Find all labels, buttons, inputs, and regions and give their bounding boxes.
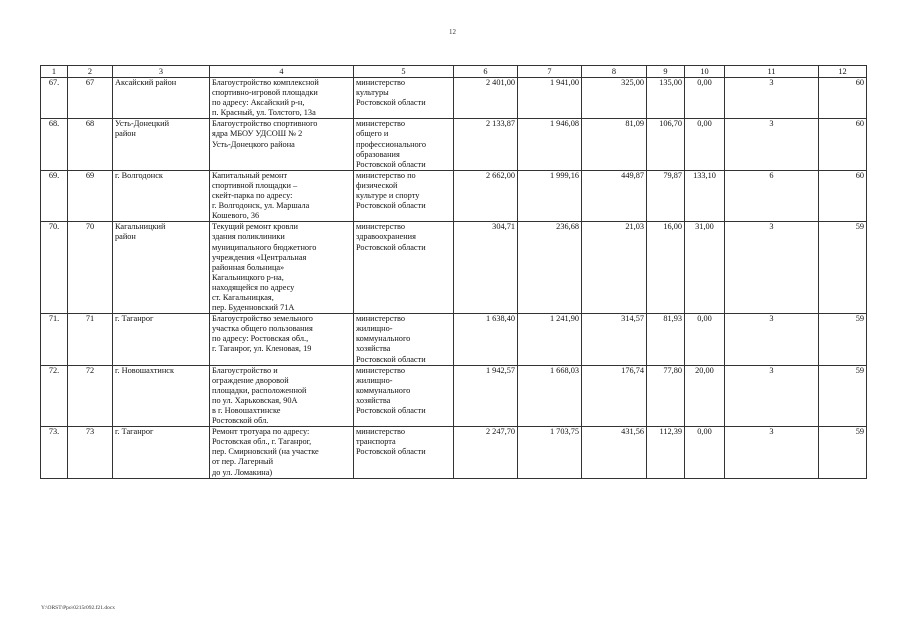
cell-line: по адресу: Ростовская обл., — [212, 334, 309, 344]
score-col11-cell: 6 — [725, 170, 819, 221]
table-row — [41, 427, 867, 478]
amount-regional-cell: 1 668,03 — [518, 365, 582, 427]
cell-line: хозяйства — [356, 395, 391, 405]
ministry-cell — [354, 119, 454, 170]
cell-line: хозяйства — [356, 344, 391, 354]
score-col12-cell: 60 — [819, 170, 867, 221]
data-table — [40, 65, 867, 479]
cell-line: жилищно- — [356, 375, 393, 385]
score-col11-cell: 3 — [725, 78, 819, 119]
cell-line: от пер. Лагерный — [212, 457, 274, 467]
table-row — [41, 119, 867, 170]
header-cell: 9 — [647, 66, 685, 78]
cell-line: ограждение дворовой — [212, 375, 289, 385]
header-row — [41, 66, 867, 78]
cell-line: районная больница» — [212, 262, 285, 272]
description-cell — [210, 170, 354, 221]
header-cell: 6 — [454, 66, 518, 78]
cell-line: культуры — [356, 88, 389, 98]
cell-line: Благоустройство комплексной — [212, 78, 319, 87]
cell-line: спортивно-игровой площадки — [212, 88, 318, 98]
cell-line: Благоустройство спортивного — [212, 119, 318, 129]
table-row — [41, 78, 867, 119]
description-cell — [210, 314, 354, 365]
amount-col9-cell: 77,80 — [647, 365, 685, 427]
cell-line: министерство — [356, 365, 406, 375]
score-col11-cell: 3 — [725, 365, 819, 427]
cell-line: муниципального бюджетного — [212, 242, 317, 252]
cell-line: физической — [356, 180, 398, 190]
header-cell: 4 — [210, 66, 354, 78]
cell-line: Кошевого, 36 — [212, 211, 260, 221]
object-number-cell: 71 — [68, 314, 113, 365]
amount-local-cell: 449,87 — [582, 170, 647, 221]
score-col11-cell: 3 — [725, 119, 819, 170]
cell-line: по ул. Харьковская, 90А — [212, 395, 298, 405]
cell-line: коммунального — [356, 334, 411, 344]
amount-local-cell: 176,74 — [582, 365, 647, 427]
amount-total-cell: 2 401,00 — [454, 78, 518, 119]
amount-total-cell: 2 133,87 — [454, 119, 518, 170]
cell-line: Ростовской области — [356, 159, 426, 169]
cell-line: Ростовской обл. — [212, 416, 269, 426]
cell-line: Ростовской области — [356, 406, 426, 415]
amount-col9-cell: 79,87 — [647, 170, 685, 221]
table-row — [41, 170, 867, 221]
amount-col9-cell: 106,70 — [647, 119, 685, 170]
cell-line: спортивной площадки – — [212, 180, 298, 190]
score-col11-cell: 3 — [725, 427, 819, 478]
amount-col10-cell: 133,10 — [685, 170, 725, 221]
cell-line: Текущий ремонт кровли — [212, 222, 298, 232]
amount-total-cell: 2 247,70 — [454, 427, 518, 478]
score-col12-cell: 59 — [819, 314, 867, 365]
cell-line: министерство — [356, 314, 406, 324]
amount-col9-cell: 16,00 — [647, 222, 685, 314]
amount-col9-cell: 81,93 — [647, 314, 685, 365]
row-number-cell: 72. — [41, 365, 68, 427]
row-number-cell: 68. — [41, 119, 68, 170]
footer-file-path: Y:\ORST\Ppo\0215r092.f21.docx — [41, 605, 116, 611]
amount-col10-cell: 0,00 — [685, 427, 725, 478]
score-col12-cell: 59 — [819, 222, 867, 314]
cell-line: образования — [356, 149, 400, 159]
object-number-cell: 67 — [68, 78, 113, 119]
cell-line: Ремонт тротуара по адресу: — [212, 427, 310, 437]
ministry-cell — [354, 78, 454, 119]
object-number-cell: 72 — [68, 365, 113, 427]
cell-line: Благоустройство и — [212, 365, 278, 375]
district-cell: г. Таганрог — [113, 427, 210, 478]
ministry-cell — [354, 427, 454, 478]
amount-regional-cell: 236,68 — [518, 222, 582, 314]
cell-line: транспорта — [356, 437, 396, 447]
cell-line: ст. Кагальницкая, — [212, 292, 274, 302]
cell-line: Капитальный ремонт — [212, 170, 288, 180]
description-cell — [210, 78, 354, 119]
table-row — [41, 365, 867, 427]
row-number-cell: 67. — [41, 78, 68, 119]
cell-line: до ул. Ломакина) — [212, 467, 273, 477]
header-cell: 12 — [819, 66, 867, 78]
table-row — [41, 222, 867, 314]
amount-regional-cell: 1 941,00 — [518, 78, 582, 119]
cell-line: Ростовская обл., г. Таганрог, — [212, 437, 312, 447]
amount-regional-cell: 1 241,90 — [518, 314, 582, 365]
cell-line: пер. Смирновский (на участке — [212, 447, 319, 457]
amount-col9-cell: 112,39 — [647, 427, 685, 478]
cell-line: здравоохранения — [356, 232, 416, 242]
cell-line: п. Красный, ул. Толстого, 13а — [212, 108, 316, 118]
row-number-cell: 71. — [41, 314, 68, 365]
ministry-cell — [354, 222, 454, 314]
score-col12-cell: 60 — [819, 119, 867, 170]
cell-line: здания поликлиники — [212, 232, 285, 242]
cell-line: Усть-Донецкого района — [212, 139, 295, 149]
cell-line: находящейся по адресу — [212, 282, 295, 292]
amount-col10-cell: 0,00 — [685, 78, 725, 119]
cell-line: ядра МБОУ УДСОШ № 2 — [212, 129, 303, 139]
header-cell: 10 — [685, 66, 725, 78]
header-cell: 5 — [354, 66, 454, 78]
object-number-cell: 69 — [68, 170, 113, 221]
description-cell — [210, 119, 354, 170]
description-cell — [210, 427, 354, 478]
amount-total-cell: 304,71 — [454, 222, 518, 314]
row-number-cell: 69. — [41, 170, 68, 221]
object-number-cell: 68 — [68, 119, 113, 170]
header-cell: 1 — [41, 66, 68, 78]
score-col12-cell: 60 — [819, 78, 867, 119]
cell-line: Ростовской области — [356, 201, 426, 211]
ministry-cell — [354, 365, 454, 427]
cell-line: профессионального — [356, 139, 427, 149]
amount-col10-cell: 31,00 — [685, 222, 725, 314]
object-number-cell: 70 — [68, 222, 113, 314]
amount-total-cell: 1 638,40 — [454, 314, 518, 365]
score-col11-cell: 3 — [725, 314, 819, 365]
cell-line: Ростовской области — [356, 98, 426, 108]
header-cell: 8 — [582, 66, 647, 78]
description-cell — [210, 222, 354, 314]
district-cell: г. Волгодонск — [113, 170, 210, 221]
amount-col10-cell: 0,00 — [685, 314, 725, 365]
cell-line: Ростовской области — [356, 354, 426, 364]
header-cell: 3 — [113, 66, 210, 78]
score-col12-cell: 59 — [819, 427, 867, 478]
amount-local-cell: 81,09 — [582, 119, 647, 170]
cell-line: министерство — [356, 119, 406, 129]
cell-line: министерство — [356, 427, 406, 437]
score-col12-cell: 59 — [819, 365, 867, 427]
cell-line: Благоустройство земельного — [212, 314, 313, 324]
cell-line: министерство — [356, 78, 406, 87]
amount-col9-cell: 135,00 — [647, 78, 685, 119]
amount-regional-cell: 1 999,16 — [518, 170, 582, 221]
amount-total-cell: 2 662,00 — [454, 170, 518, 221]
score-col11-cell: 3 — [725, 222, 819, 314]
amount-col10-cell: 20,00 — [685, 365, 725, 427]
cell-line: культуре и спорту — [356, 191, 420, 201]
cell-line: Ростовской области — [356, 242, 426, 252]
page-number: 12 — [449, 28, 456, 36]
amount-local-cell: 21,03 — [582, 222, 647, 314]
description-cell — [210, 365, 354, 427]
district-cell: г. Новошахтинск — [113, 365, 210, 427]
district-cell: г. Таганрог — [113, 314, 210, 365]
cell-line: министерство по — [356, 170, 416, 180]
district-cell: Усть-Донецкий район — [113, 119, 210, 170]
table-row — [41, 314, 867, 365]
ministry-cell — [354, 170, 454, 221]
amount-regional-cell: 1 946,08 — [518, 119, 582, 170]
amount-regional-cell: 1 703,75 — [518, 427, 582, 478]
cell-line: участка общего пользования — [212, 324, 313, 334]
ministry-cell — [354, 314, 454, 365]
district-cell: Аксайский район — [113, 78, 210, 119]
cell-line: г. Волгодонск, ул. Маршала — [212, 201, 310, 211]
cell-line: Кагальницкого р-на, — [212, 272, 284, 282]
cell-line: учреждения «Центральная — [212, 252, 307, 262]
amount-local-cell: 314,57 — [582, 314, 647, 365]
cell-line: жилищно- — [356, 324, 393, 334]
amount-total-cell: 1 942,57 — [454, 365, 518, 427]
amount-local-cell: 325,00 — [582, 78, 647, 119]
cell-line: пер. Буденновский 71А — [212, 303, 295, 313]
amount-col10-cell: 0,00 — [685, 119, 725, 170]
cell-line: в г. Новошахтинске — [212, 406, 281, 415]
district-cell: Кагальницкий район — [113, 222, 210, 314]
row-number-cell: 70. — [41, 222, 68, 314]
cell-line: г. Таганрог, ул. Кленовая, 19 — [212, 344, 312, 354]
cell-line: Ростовской области — [356, 447, 426, 457]
cell-line: площадки, расположенной — [212, 385, 307, 395]
cell-line: скейт-парка по адресу: — [212, 191, 293, 201]
header-cell: 7 — [518, 66, 582, 78]
cell-line: коммунального — [356, 385, 411, 395]
header-cell: 11 — [725, 66, 819, 78]
object-number-cell: 73 — [68, 427, 113, 478]
cell-line: министерство — [356, 222, 406, 232]
cell-line: общего и — [356, 129, 389, 139]
header-cell: 2 — [68, 66, 113, 78]
row-number-cell: 73. — [41, 427, 68, 478]
cell-line: по адресу: Аксайский р-н, — [212, 98, 305, 108]
amount-local-cell: 431,56 — [582, 427, 647, 478]
